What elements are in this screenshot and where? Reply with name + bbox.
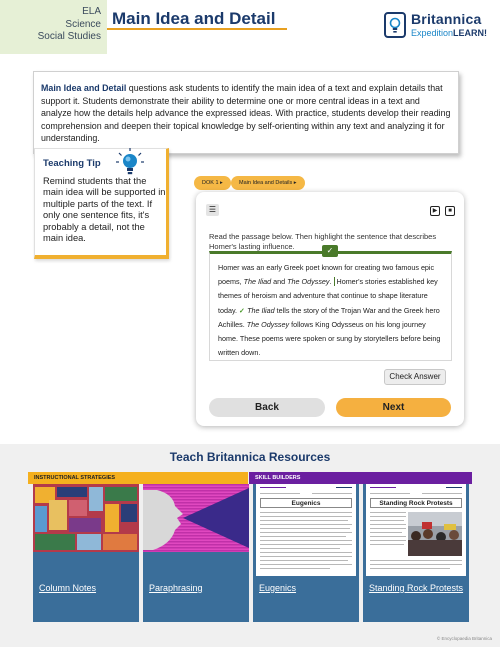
next-button[interactable]: Next [336, 398, 451, 417]
resources-title: Teach Britannica Resources [169, 450, 331, 464]
card-label-standing-rock-protests[interactable]: Standing Rock Protests [369, 583, 464, 593]
resource-card-column-notes[interactable] [33, 484, 139, 622]
resource-card-standing-rock-protests[interactable] [363, 484, 469, 622]
subject-science: Science [65, 18, 101, 30]
menu-icon[interactable]: ☰ [206, 204, 219, 216]
resource-card-paraphrasing[interactable] [143, 484, 249, 622]
resource-card-eugenics[interactable] [253, 484, 359, 622]
subject-social-studies: Social Studies [37, 31, 101, 42]
stop-icon[interactable]: ■ [445, 206, 455, 216]
highlighted-sentence[interactable]: Homer's stories established key themes of heroism and adventure that continue to shape literature today. [218, 277, 438, 315]
copyright-notice: © Encyclopaedia Britannica [436, 636, 492, 641]
protest-photo-thumbnail [408, 512, 462, 556]
reading-passage[interactable]: Homer was an early Greek poet known for creating two famous epic poems, The Iliad and The Odyssey. Homer's stories established key themes of heroism and adventure that continue to shape literature today. ✓ The Iliad tells the story of the Trojan War and the Greek hero Achilles. The Odyssey follows King Odysseus on his long journey home. These poems were spoken or sung by storytellers before being written down. [209, 251, 452, 361]
subject-tags [0, 0, 107, 54]
page-title: Main Idea and Detail [112, 9, 276, 28]
correct-badge-icon: ✓ [322, 245, 338, 257]
britannica-logo [384, 10, 488, 42]
dok-pill[interactable]: DOK 1 ▸ [194, 176, 231, 190]
category-instructional-strategies: INSTRUCTIONAL STRATEGIES [28, 472, 248, 484]
subject-ela: ELA [82, 6, 101, 17]
play-icon[interactable]: ▶ [430, 206, 440, 216]
eugenics-document-preview [256, 484, 356, 576]
doc-title-eugenics: Eugenics [291, 500, 321, 507]
intro-text: questions ask students to identify the main idea of a text and explain details that support it. Students demonstrate their ability to determine one or more central ideas in a text and analyze how the details help advance the expressed ideas. With practice, students develop their reading comprehension and deepen their topical knowledge by self-orienting within any text and analyzing it for understanding. [41, 83, 451, 143]
standing-rock-document-preview [366, 484, 466, 576]
intro-paragraph [33, 71, 459, 154]
card-label-eugenics[interactable]: Eugenics [259, 583, 297, 593]
teaching-tip-text: Remind students that the main idea will be supported in multiple parts of the text. If only one sentence fits, it's probably a detail, not the main idea. [43, 176, 166, 244]
logo-name: Britannica [411, 11, 482, 27]
activity-panel [196, 192, 464, 426]
logo-subtitle: ExpeditionLEARN! [411, 28, 488, 38]
intro-bold-term: Main Idea and Detail [41, 83, 127, 93]
lightbulb-logo-icon [384, 12, 406, 38]
check-answer-button[interactable]: Check Answer [384, 369, 446, 385]
doc-title-standing-rock: Standing Rock Protests [379, 500, 453, 507]
check-mark-icon: ✓ [239, 305, 246, 315]
paraphrasing-thumbnail [143, 484, 249, 552]
column-notes-thumbnail [33, 484, 139, 552]
card-label-paraphrasing[interactable]: Paraphrasing [149, 583, 203, 593]
teaching-tip-title: Teaching Tip [43, 158, 101, 169]
teaching-tip-card [34, 148, 169, 259]
lightbulb-icon [115, 147, 145, 177]
activity-instruction: Read the passage below. Then highlight the sentence that describes Homer's lasting influence. [209, 232, 437, 251]
card-label-column-notes[interactable]: Column Notes [39, 583, 97, 593]
skill-pill[interactable]: Main Idea and Details ▸ [231, 176, 305, 190]
category-skill-builders: SKILL BUILDERS [249, 472, 472, 484]
back-button[interactable]: Back [209, 398, 325, 417]
